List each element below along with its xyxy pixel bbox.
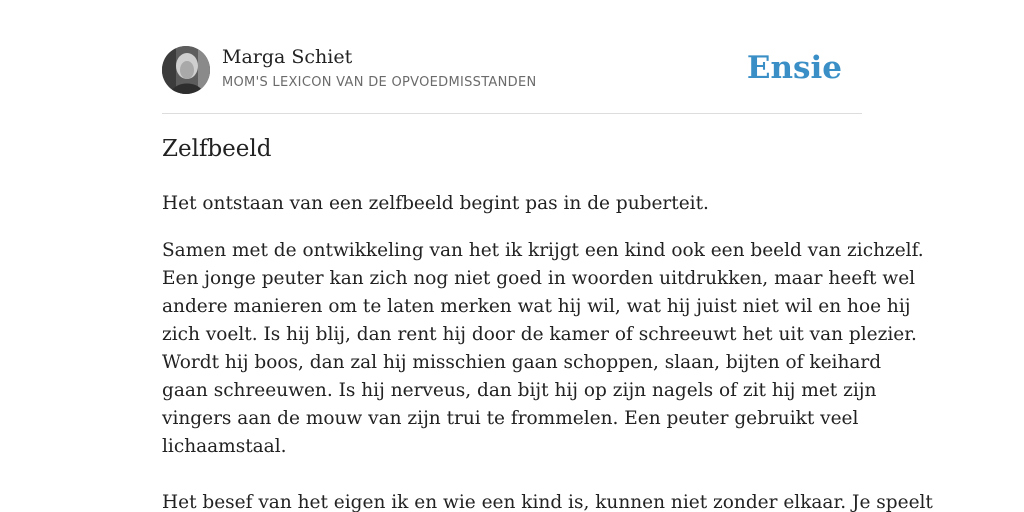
article-body — [162, 190, 933, 512]
body-paragraph — [162, 489, 933, 512]
paragraph-line: Het besef van het eigen ik en wie een kind is, kunnen niet zonder elkaar. Je speelt — [162, 492, 933, 512]
paragraph-line: vingers aan de mouw van zijn trui te frommelen. Een peuter gebruikt veel — [162, 408, 859, 429]
avatar[interactable] — [162, 46, 210, 94]
paragraph-line: Een jonge peuter kan zich nog niet goed in woorden uitdrukken, maar heeft wel — [162, 268, 916, 289]
ensie-logo[interactable]: Ensie — [746, 50, 842, 86]
paragraph-line: Wordt hij boos, dan zal hij misschien gaan schoppen, slaan, bijten of keihard — [162, 352, 882, 373]
paragraph-line: zich voelt. Is hij blij, dan rent hij door de kamer of schreeuwt het uit van plezier. — [162, 324, 917, 345]
author-name[interactable]: Marga Schiet — [222, 46, 353, 68]
header-divider — [162, 113, 862, 114]
paragraph-line: gaan schreeuwen. Is hij nerveus, dan bijt hij op zijn nagels of zit hij met zijn — [162, 380, 877, 401]
paragraph-line: andere manieren om te laten merken wat hij wil, wat hij juist niet wil en hoe hij — [162, 296, 911, 317]
paragraph-line: Samen met de ontwikkeling van het ik krijgt een kind ook een beeld van zichzelf. — [162, 240, 924, 261]
intro-paragraph: Het ontstaan van een zelfbeeld begint pas in de puberteit. — [162, 193, 709, 214]
author-photo-icon — [162, 46, 210, 94]
article-title: Zelfbeeld — [162, 136, 272, 162]
publication-name[interactable]: MOM'S LEXICON VAN DE OPVOEDMISSTANDEN — [222, 75, 537, 90]
paragraph-line: lichaamstaal. — [162, 436, 287, 457]
article-header — [162, 46, 862, 96]
body-paragraph — [162, 237, 924, 461]
